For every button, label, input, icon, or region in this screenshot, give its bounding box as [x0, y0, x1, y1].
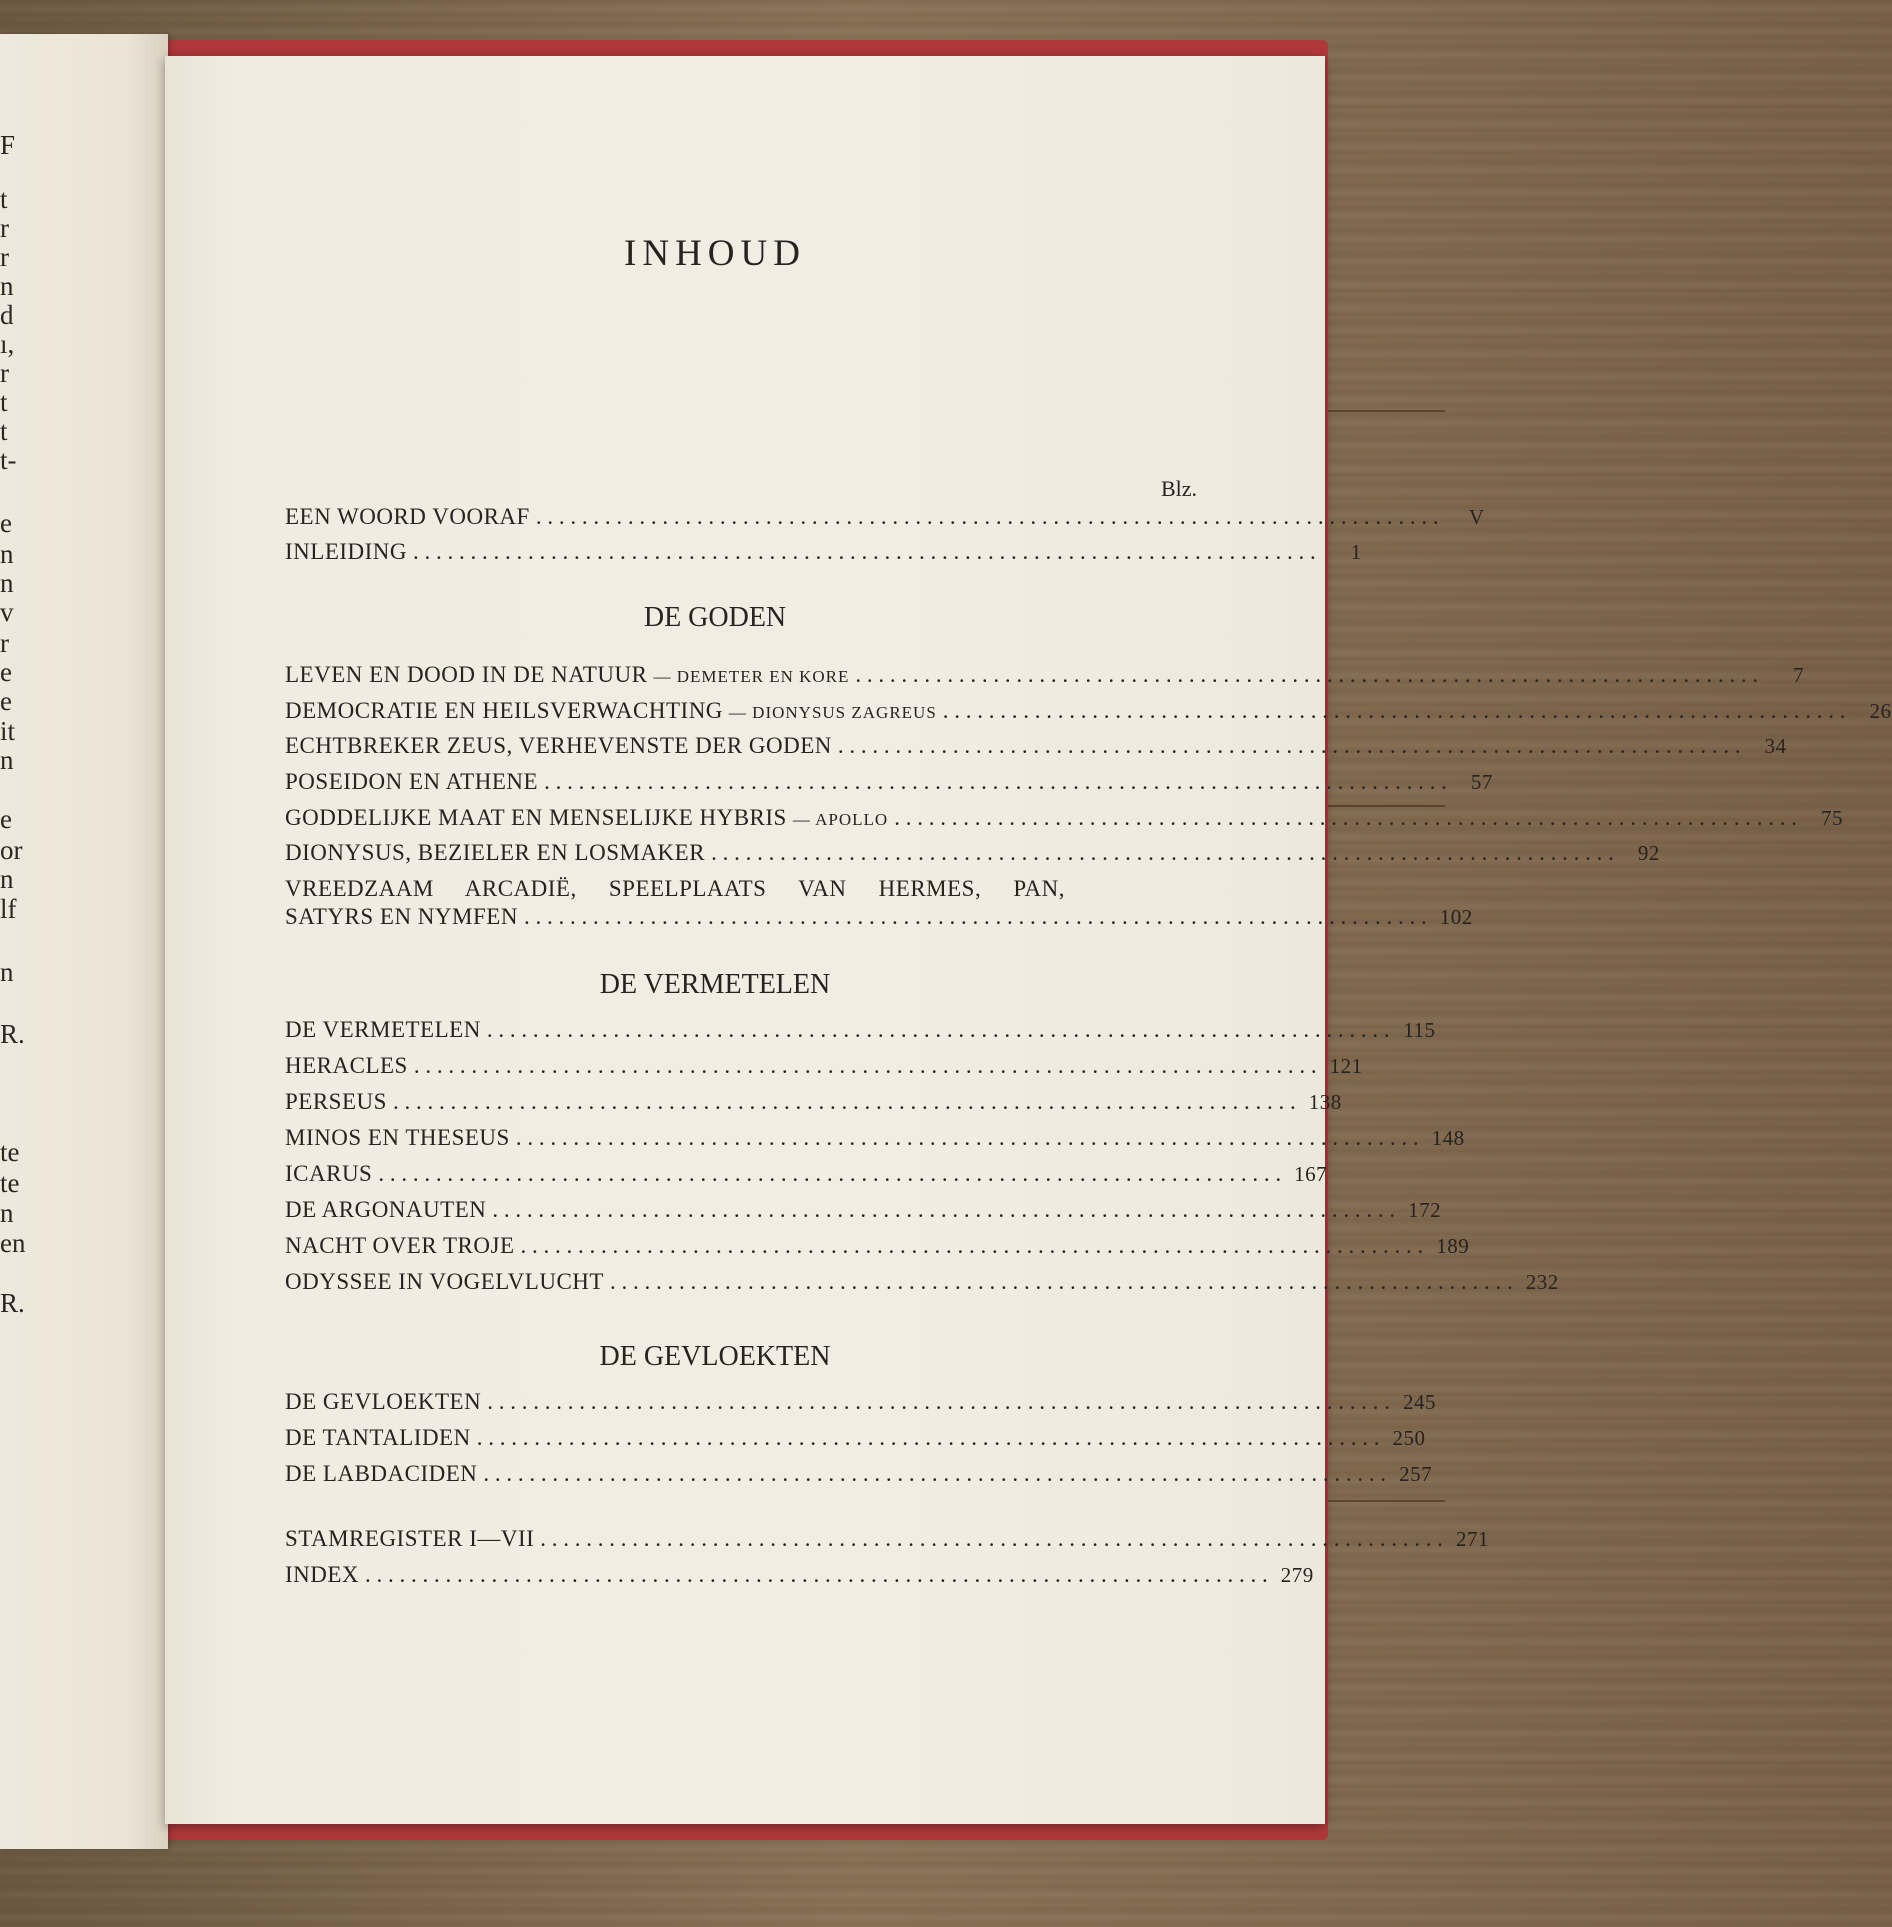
toc-entry: [285, 1425, 1426, 1457]
wood-grain-line: [1320, 1500, 1445, 1502]
wood-grain-line: [1320, 410, 1445, 412]
left-page-text-fragment: d: [0, 300, 14, 330]
left-page-text-fragment: e: [0, 804, 12, 834]
dot-leader: . . . . . . . . . . . . . . . . . . . . . . . . . . . . . . . . . . . . . . . . . . . . . . . . . . . . . . . . . . . . . . . . . . . . . . . . . . . . . . .: [609, 1269, 1513, 1294]
toc-entry: [285, 662, 1805, 694]
left-page-text-fragment: ı,: [0, 329, 15, 359]
toc-entry: [285, 1526, 1490, 1558]
dot-leader: . . . . . . . . . . . . . . . . . . . . . . . . . . . . . . . . . . . . . . . . . . . . . . . . . . . . . . . . . . . . . . . . . . . . . . . . . . . . . . .: [837, 733, 1741, 758]
dot-leader: . . . . . . . . . . . . . . . . . . . . . . . . . . . . . . . . . . . . . . . . . . . . . . . . . . . . . . . . . . . . . . . . . . . . . . . . . . . . . . .: [942, 698, 1846, 723]
toc-entry-title: DEMOCRATIE EN HEILSVERWACHTING: [285, 698, 723, 723]
toc-entry-page-number: 1: [1350, 540, 1362, 564]
toc-entry: [285, 1389, 1436, 1421]
toc-entry-title: GODDELIJKE MAAT EN MENSELIJKE HYBRIS: [285, 805, 787, 830]
toc-entry-page-number: 7: [1793, 663, 1805, 687]
toc-entry: [285, 1562, 1314, 1594]
toc-entry-page-number: 121: [1329, 1054, 1363, 1078]
toc-entry-page-number: 34: [1764, 734, 1787, 758]
toc-entry-page-number: V: [1468, 505, 1485, 529]
left-page-text-fragment: r: [0, 628, 9, 658]
toc-entry: [285, 1161, 1328, 1193]
left-page-text-fragment: n: [0, 271, 14, 301]
left-page-text-fragment: e: [0, 657, 12, 687]
toc-page: [165, 56, 1892, 1824]
left-page-text-fragment: r: [0, 213, 9, 243]
dot-leader: . . . . . . . . . . . . . . . . . . . . . . . . . . . . . . . . . . . . . . . . . . . . . . . . . . . . . . . . . . . . . . . . . . . . . . . . . . . . . . .: [486, 1017, 1390, 1042]
toc-entry-title: ODYSSEE IN VOGELVLUCHT: [285, 1269, 604, 1294]
left-page-text-fragment: t: [0, 387, 8, 417]
left-page-text-fragment: lf: [0, 894, 17, 924]
toc-entry: [285, 769, 1493, 801]
dot-leader: . . . . . . . . . . . . . . . . . . . . . . . . . . . . . . . . . . . . . . . . . . . . . . . . . . . . . . . . . . . . . . . . . . . . . . . . . . . . . . .: [520, 1233, 1424, 1258]
toc-entry-title: DE VERMETELEN: [285, 1017, 481, 1042]
toc-entry-page-number: 172: [1408, 1198, 1442, 1222]
dot-leader: . . . . . . . . . . . . . . . . . . . . . . . . . . . . . . . . . . . . . . . . . . . . . . . . . . . . . . . . . . . . . . . . . . . . . . . . . . . . . . .: [515, 1125, 1419, 1150]
toc-entry-title: VREEDZAAM ARCADIË, SPEELPLAATS VAN HERMES, PAN,: [285, 876, 1065, 901]
toc-entry: [285, 539, 1362, 571]
dot-leader: . . . . . . . . . . . . . . . . . . . . . . . . . . . . . . . . . . . . . . . . . . . . . . . . . . . . . . . . . . . . . . . . . . . . . . . . . . . . . . .: [492, 1197, 1396, 1222]
toc-entry-page-number: 115: [1403, 1018, 1436, 1042]
toc-entry-title: SATYRS EN NYMFEN: [285, 904, 518, 929]
dot-leader: . . . . . . . . . . . . . . . . . . . . . . . . . . . . . . . . . . . . . . . . . . . . . . . . . . . . . . . . . . . . . . . . . . . . . . . . . . . . . . .: [544, 769, 1447, 794]
left-page-text-fragment: n: [0, 1198, 14, 1228]
dot-leader: . . . . . . . . . . . . . . . . . . . . . . . . . . . . . . . . . . . . . . . . . . . . . . . . . . . . . . . . . . . . . . . . . . . . . . . . . . . . . . .: [483, 1461, 1387, 1486]
toc-entry-title: INLEIDING: [285, 539, 408, 564]
dot-leader: . . . . . . . . . . . . . . . . . . . . . . . . . . . . . . . . . . . . . . . . . . . . . . . . . . . . . . . . . . . . . . . . . . . . . . . . . . . . . . .: [894, 805, 1797, 830]
dot-leader: . . . . . . . . . . . . . . . . . . . . . . . . . . . . . . . . . . . . . . . . . . . . . . . . . . . . . . . . . . . . . . . . . . . . . . . . . . . . . . .: [711, 840, 1614, 865]
dot-leader: . . . . . . . . . . . . . . . . . . . . . . . . . . . . . . . . . . . . . . . . . . . . . . . . . . . . . . . . . . . . . . . . . . . . . . . . . . . . . . .: [855, 662, 1759, 687]
left-page: [0, 34, 168, 1849]
left-page-text-fragment: n: [0, 957, 14, 987]
toc-entry-page-number: 245: [1402, 1390, 1436, 1414]
toc-entry: [285, 1461, 1433, 1493]
dot-leader: . . . . . . . . . . . . . . . . . . . . . . . . . . . . . . . . . . . . . . . . . . . . . . . . . . . . . . . . . . . . . . . . . . . . . . . . . . . . . . .: [487, 1389, 1390, 1414]
toc-entry: [285, 698, 1892, 730]
toc-entry-title: DE TANTALIDEN: [285, 1425, 471, 1450]
left-page-text-fragment: en: [0, 1228, 26, 1258]
left-page-text-fragment: F: [0, 130, 16, 160]
left-page-text-fragment: n: [0, 864, 14, 894]
toc-entry-page-number: 26: [1869, 699, 1892, 723]
left-page-text-fragment: it: [0, 716, 16, 746]
dot-leader: . . . . . . . . . . . . . . . . . . . . . . . . . . . . . . . . . . . . . . . . . . . . . . . . . . . . . . . . . . . . . . . . . . . . . . . . . . . . . . .: [523, 904, 1427, 929]
toc-entry-title: DE GEVLOEKTEN: [285, 1389, 482, 1414]
toc-entry-page-number: 75: [1820, 806, 1843, 830]
toc-entry: [285, 840, 1660, 872]
toc-entry: [285, 805, 1843, 837]
toc-entry-page-number: 257: [1399, 1462, 1433, 1486]
toc-entry-title: DE LABDACIDEN: [285, 1461, 478, 1486]
page-number-header: Blz.: [1160, 476, 1197, 501]
section-heading: DE GODEN: [643, 602, 787, 633]
toc-entry: [285, 504, 1485, 536]
toc-entry-page-number: 250: [1392, 1426, 1426, 1450]
toc-entry-page-number: 279: [1280, 1563, 1314, 1587]
toc-entry: [285, 733, 1787, 765]
toc-entry: [285, 1053, 1363, 1085]
toc-entry-page-number: 232: [1525, 1270, 1559, 1294]
toc-entry: [285, 1233, 1470, 1265]
toc-entry-page-number: 92: [1637, 841, 1660, 865]
toc-entry-page-number: 138: [1308, 1090, 1342, 1114]
section-heading: DE VERMETELEN: [599, 969, 831, 1000]
toc-entry-subtitle: — DIONYSUS ZAGREUS: [728, 703, 937, 722]
dot-leader: . . . . . . . . . . . . . . . . . . . . . . . . . . . . . . . . . . . . . . . . . . . . . . . . . . . . . . . . . . . . . . . . . . . . . . . . . . . . . . .: [535, 504, 1439, 529]
toc-entry-title: STAMREGISTER I—VII: [285, 1526, 535, 1551]
toc-entry: [285, 1125, 1465, 1157]
left-page-text-fragment: n: [0, 539, 14, 569]
toc-entry-page-number: 148: [1431, 1126, 1465, 1150]
left-page-text-fragment: v: [0, 597, 14, 627]
dot-leader: . . . . . . . . . . . . . . . . . . . . . . . . . . . . . . . . . . . . . . . . . . . . . . . . . . . . . . . . . . . . . . . . . . . . . . . . . . . . . . .: [378, 1161, 1282, 1186]
toc-entry: [285, 1017, 1436, 1049]
toc-entry-subtitle: — DEMETER EN KORE: [653, 667, 850, 686]
toc-entry-page-number: 102: [1439, 905, 1473, 929]
page-title: INHOUD: [624, 233, 806, 274]
toc-entry: [285, 1269, 1559, 1301]
left-page-text-fragment: r: [0, 242, 9, 272]
left-page-text-fragment: n: [0, 745, 14, 775]
toc-entry-page-number: 57: [1470, 770, 1493, 794]
dot-leader: . . . . . . . . . . . . . . . . . . . . . . . . . . . . . . . . . . . . . . . . . . . . . . . . . . . . . . . . . . . . . . . . . . . . . . . . . . . . . . .: [413, 1053, 1317, 1078]
toc-entry-title: MINOS EN THESEUS: [285, 1125, 510, 1150]
toc-entry-title: ICARUS: [285, 1161, 373, 1186]
left-page-text-fragment: n: [0, 568, 14, 598]
left-page-text-fragment: e: [0, 686, 12, 716]
toc-entry-title: POSEIDON EN ATHENE: [285, 769, 539, 794]
toc-entry: [285, 904, 1473, 936]
toc-entry: [285, 1197, 1442, 1229]
left-page-text-fragment: e: [0, 508, 12, 538]
toc-entry-title: INDEX: [285, 1562, 360, 1587]
toc-entry-title: ECHTBREKER ZEUS, VERHEVENSTE DER GODEN: [285, 733, 832, 758]
left-page-text-fragment: R.: [0, 1019, 25, 1049]
left-page-text-fragment: or: [0, 835, 23, 865]
left-page-text-fragment: te: [0, 1137, 20, 1167]
toc-entry-page-number: 271: [1456, 1527, 1490, 1551]
dot-leader: . . . . . . . . . . . . . . . . . . . . . . . . . . . . . . . . . . . . . . . . . . . . . . . . . . . . . . . . . . . . . . . . . . . . . . . . . . . . . . .: [476, 1425, 1380, 1450]
section-heading: DE GEVLOEKTEN: [599, 1341, 831, 1372]
toc-entry-page-number: 167: [1294, 1162, 1328, 1186]
toc-entry-page-number: 189: [1436, 1234, 1470, 1258]
toc-entry: [285, 1089, 1342, 1121]
toc-entry-title: DIONYSUS, BEZIELER EN LOSMAKER: [285, 840, 706, 865]
left-page-text-fragment: t: [0, 184, 8, 214]
dot-leader: . . . . . . . . . . . . . . . . . . . . . . . . . . . . . . . . . . . . . . . . . . . . . . . . . . . . . . . . . . . . . . . . . . . . . . . . . . . . . . .: [540, 1526, 1444, 1551]
toc-entry-title: EEN WOORD VOORAF: [285, 504, 530, 529]
left-page-text-fragment: t: [0, 416, 8, 446]
dot-leader: . . . . . . . . . . . . . . . . . . . . . . . . . . . . . . . . . . . . . . . . . . . . . . . . . . . . . . . . . . . . . . . . . . . . . . . . . . . . . . .: [413, 539, 1316, 564]
toc-entry-title: DE ARGONAUTEN: [285, 1197, 487, 1222]
left-page-text-fragment: te: [0, 1168, 20, 1198]
toc-entry-title: HERACLES: [285, 1053, 408, 1078]
left-page-text-fragment: t-: [0, 445, 17, 475]
toc-entry-title: PERSEUS: [285, 1089, 387, 1114]
dot-leader: . . . . . . . . . . . . . . . . . . . . . . . . . . . . . . . . . . . . . . . . . . . . . . . . . . . . . . . . . . . . . . . . . . . . . . . . . . . . . . .: [392, 1089, 1296, 1114]
toc-entry-subtitle: — APOLLO: [792, 810, 889, 829]
toc-entry-title: LEVEN EN DOOD IN DE NATUUR: [285, 662, 648, 687]
left-page-text-fragment: r: [0, 358, 9, 388]
dot-leader: . . . . . . . . . . . . . . . . . . . . . . . . . . . . . . . . . . . . . . . . . . . . . . . . . . . . . . . . . . . . . . . . . . . . . . . . . . . . . . .: [365, 1562, 1268, 1587]
toc-entry-title: NACHT OVER TROJE: [285, 1233, 515, 1258]
left-page-text-fragment: R.: [0, 1288, 25, 1318]
